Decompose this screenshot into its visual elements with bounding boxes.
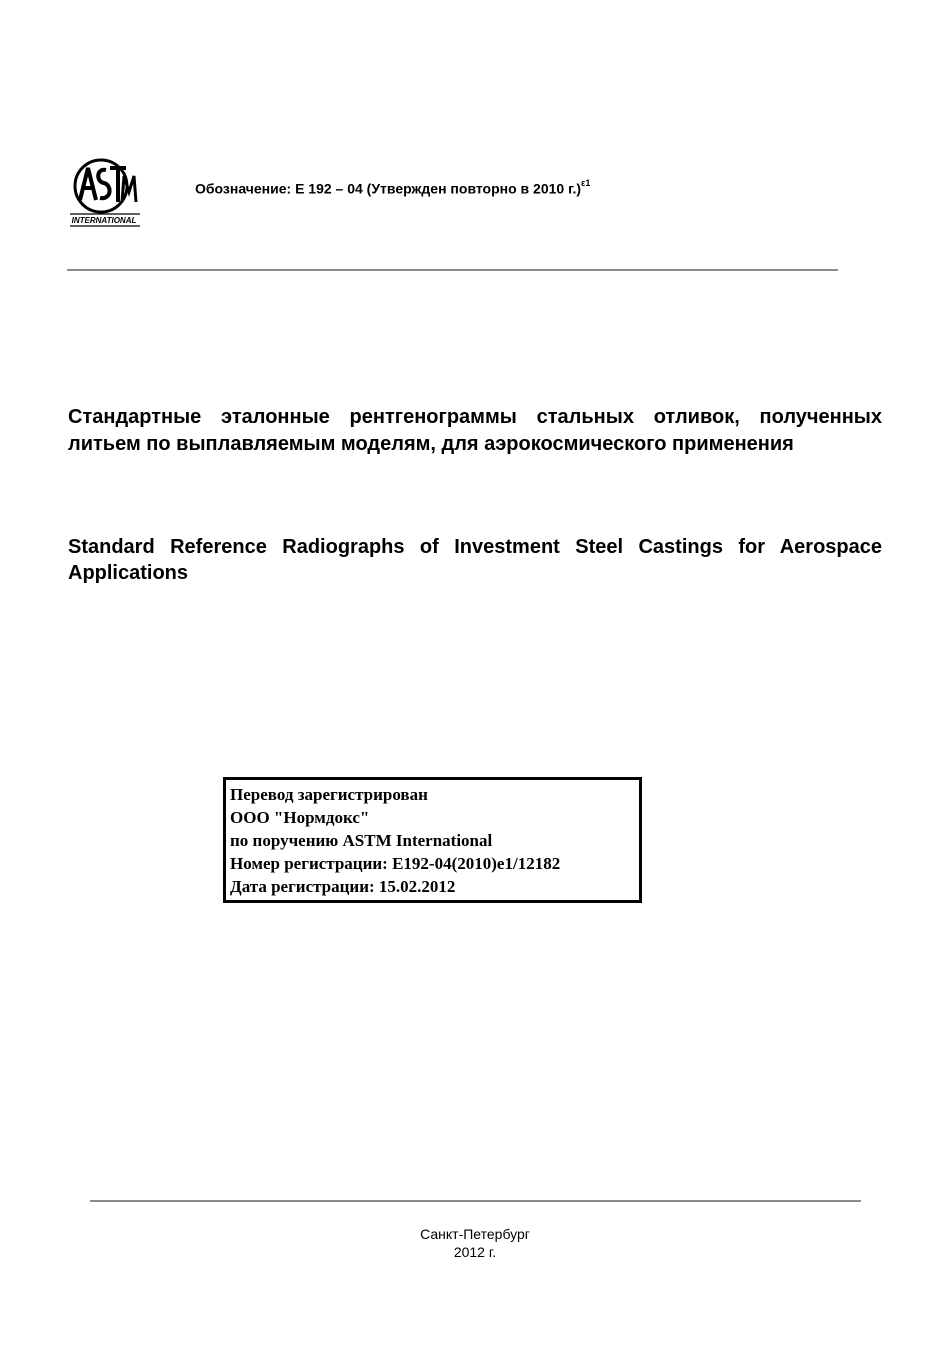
title-english: Standard Reference Radiographs of Investment Steel Castings for Aerospace Applications (68, 536, 882, 584)
logo-text: INTERNATIONAL (71, 216, 137, 225)
bottom-divider (90, 1200, 861, 1202)
astm-logo-icon (66, 158, 144, 228)
registration-line: Перевод зарегистрирован (230, 785, 428, 804)
footer (0, 1225, 950, 1261)
footer-year: 2012 г. (453, 1244, 497, 1260)
top-divider (67, 269, 838, 271)
designation-superscript: ε1 (581, 178, 591, 188)
designation-text: Обозначение: E 192 – 04 (Утвержден повторно в 2010 г.) (195, 180, 582, 197)
astm-logo (66, 158, 144, 228)
registration-box (223, 777, 642, 903)
title-russian: Стандартные эталонные рентгенограммы стальных отливок, полученных литьем по выплавляемым моделям, для аэрокосмического применения (68, 406, 882, 455)
registration-number: Номер регистрации: E192-04(2010)e1/12182 (230, 854, 561, 873)
standard-designation (195, 180, 590, 197)
footer-city: Санкт-Петербург (420, 1226, 530, 1242)
registration-line: ООО "Нормдокс" (230, 808, 370, 827)
registration-line: по поручению ASTM International (230, 831, 493, 850)
registration-date: Дата регистрации: 15.02.2012 (230, 877, 456, 896)
